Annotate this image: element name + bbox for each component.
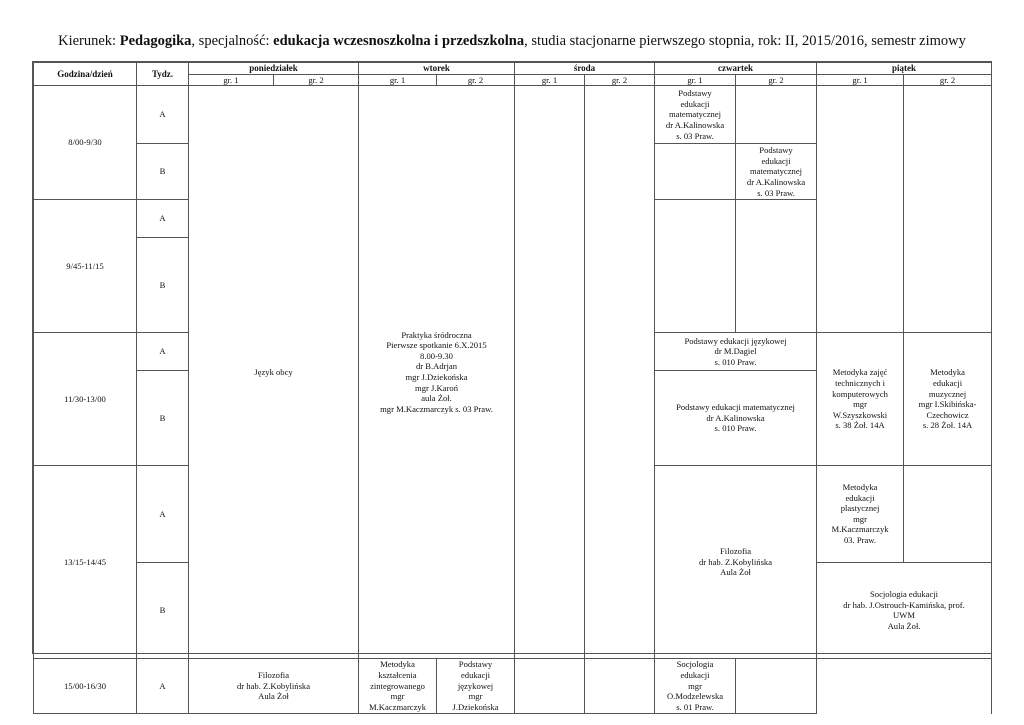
empty-cell: [904, 466, 992, 562]
class-thursday-g1-math: Podstawy edukacji matematycznej dr A.Kalinowska s. 03 Praw.: [655, 86, 736, 144]
class-friday-g2-music: Metodyka edukacji muzycznej mgr I.Skibińska- Czechowicz s. 28 Żoł. 14A: [904, 333, 992, 466]
empty-cell: [585, 658, 655, 713]
week-a: A: [137, 86, 189, 144]
empty-cell: [515, 86, 585, 659]
class-thursday-language: Podstawy edukacji językowej dr M.Dagiel s. 010 Praw.: [655, 333, 817, 371]
empty-cell: [655, 144, 736, 200]
time-slot: 13/15-14/45: [34, 466, 137, 659]
time-slot: 9/45-11/15: [34, 200, 137, 333]
header-group: gr. 1: [655, 74, 736, 86]
header-group: gr. 1: [515, 74, 585, 86]
header-day-thursday: czwartek: [655, 63, 817, 75]
week-b: B: [137, 371, 189, 466]
header-week: Tydz.: [137, 63, 189, 86]
header-group: gr. 2: [736, 74, 817, 86]
week-b: B: [137, 562, 189, 658]
empty-cell: [904, 86, 992, 333]
class-tuesday-g2-language: Podstawy edukacji językowej mgr J.Dziekońska: [437, 658, 515, 713]
header-day-wednesday: środa: [515, 63, 655, 75]
table-row: [34, 86, 992, 144]
header-group: gr. 1: [359, 74, 437, 86]
class-thursday-math: Podstawy edukacji matematycznej dr A.Kalinowska s. 010 Praw.: [655, 371, 817, 466]
schedule-table: [33, 62, 992, 714]
empty-cell: [585, 86, 655, 659]
header-day-tuesday: wtorek: [359, 63, 515, 75]
title-suffix: , studia stacjonarne pierwszego stopnia, rok: II, 2015/2016, semestr zimowy: [524, 33, 966, 49]
week-a: A: [137, 658, 189, 713]
header-group: gr. 1: [817, 74, 904, 86]
class-tuesday-practice: Praktyka śródroczna Pierwsze spotkanie 6.X.2015 8.00-9.30 dr B.Adrjan mgr J.Dziekońska mgr J.Karoń aula Żoł. mgr M.Kaczmarczyk s. 03 Praw.: [359, 86, 515, 659]
class-monday-language: Język obcy: [189, 86, 359, 659]
week-a: A: [137, 200, 189, 238]
class-friday-g1-technical: Metodyka zajęć technicznych i komputerowych mgr W.Szyszkowski s. 38 Żoł. 14A: [817, 333, 904, 466]
class-tuesday-g1-integrated: Metodyka kształcenia zintegrowanego mgr M.Kaczmarczyk: [359, 658, 437, 713]
header-group: gr. 2: [904, 74, 992, 86]
week-a: A: [137, 466, 189, 562]
time-slot: 11/30-13/00: [34, 333, 137, 466]
header-day-friday: piątek: [817, 63, 992, 75]
empty-cell: [817, 86, 904, 333]
empty-cell: [736, 86, 817, 144]
header-day-monday: poniedziałek: [189, 63, 359, 75]
header-row-days: [34, 63, 992, 75]
class-thursday-g2-math: Podstawy edukacji matematycznej dr A.Kalinowska s. 03 Praw.: [736, 144, 817, 200]
empty-cell: [655, 200, 736, 333]
time-slot: 15/00-16/30: [34, 658, 137, 713]
title-specialty: edukacja wczesnoszkolna i przedszkolna: [273, 33, 525, 49]
empty-cell: [736, 658, 817, 713]
class-tuesday-sociology: Socjologia edukacji dr hab. J.Ostrouch-Kamińska, prof. UWM Aula Żoł.: [817, 562, 992, 658]
header-group: gr. 1: [189, 74, 274, 86]
class-thursday-g1-sociology: Socjologia edukacji mgr O.Modzelewska s. 01 Praw.: [655, 658, 736, 713]
class-tuesday-g1-art: Metodyka edukacji plastycznej mgr M.Kaczmarczyk 03. Praw.: [817, 466, 904, 562]
empty-cell: [736, 200, 817, 333]
page-title: [0, 33, 1024, 50]
class-monday-philosophy-late: Filozofia dr hab. Z.Kobylińska Aula Żoł: [189, 658, 359, 713]
header-group: gr. 2: [585, 74, 655, 86]
title-field: Pedagogika: [119, 33, 192, 49]
header-time: Godzina/dzień: [34, 63, 137, 86]
header-group: gr. 2: [437, 74, 515, 86]
title-mid: , specjalność:: [191, 33, 274, 49]
title-prefix: Kierunek:: [58, 33, 120, 49]
table-row: [34, 658, 992, 713]
time-slot: 8/00-9/30: [34, 86, 137, 200]
class-monday-philosophy: Filozofia dr hab. Z.Kobylińska Aula Żoł: [655, 466, 817, 659]
week-b: B: [137, 144, 189, 200]
week-b: B: [137, 238, 189, 333]
header-group: gr. 2: [274, 74, 359, 86]
week-a: A: [137, 333, 189, 371]
empty-cell: [515, 658, 585, 713]
